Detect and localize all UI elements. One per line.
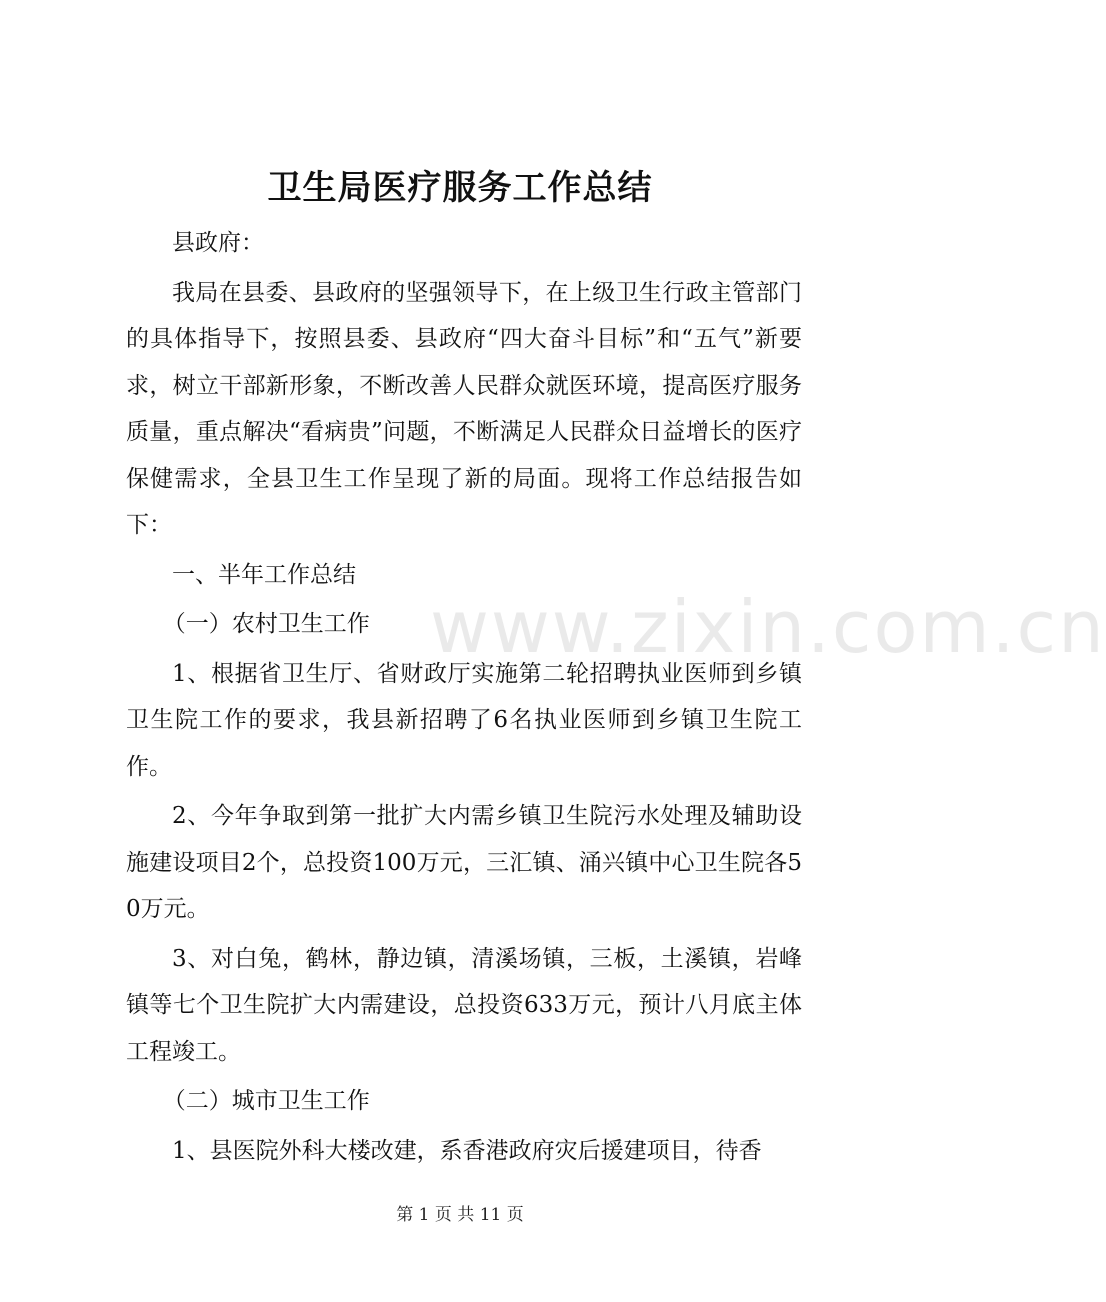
page-footer: 第 1 页 共 11 页 — [396, 1205, 524, 1225]
salutation: 县政府： — [172, 230, 264, 256]
list-item: 3、对白兔，鹤林，静边镇，清溪场镇，三板，土溪镇，岩峰镇等七个卫生院扩大内需建设，总投资633万元，预计八月底主体工程竣工。 — [126, 945, 802, 1065]
list-item: 2、今年争取到第一批扩大内需乡镇卫生院污水处理及辅助设施建设项目2个，总投资100万元，三汇镇、涌兴镇中心卫生院各50万元。 — [126, 803, 802, 922]
subsection-heading-urban: （二）城市卫生工作 — [162, 1088, 370, 1114]
list-item: 1、县医院外科大楼改建，系香港政府灾后援建项目，待香 — [172, 1137, 762, 1164]
list-item: 1、根据省卫生厅、省财政厅实施第二轮招聘执业医师到乡镇卫生院工作的要求，我县新招聘了6名执业医师到乡镇卫生院工作。 — [126, 660, 802, 780]
watermark: www.zixin.com.cn — [430, 585, 1106, 669]
intro-paragraph: 我局在县委、县政府的坚强领导下，在上级卫生行政主管部门的具体指导下，按照县委、县政府“四大奋斗目标”和“五气”新要求，树立干部新形象，不断改善人民群众就医环境，提高医疗服务质量，重点解决“看病贵”问题，不断满足人民群众日益增长的医疗保健需求，全县卫生工作呈现了新的局面。现将工作总结报告如下： — [126, 279, 802, 538]
subsection-heading-rural: （一）农村卫生工作 — [162, 611, 370, 637]
document-body — [126, 220, 802, 1177]
section-heading: 一、半年工作总结 — [172, 561, 356, 588]
document-title: 卫生局医疗服务工作总结 — [267, 168, 653, 208]
